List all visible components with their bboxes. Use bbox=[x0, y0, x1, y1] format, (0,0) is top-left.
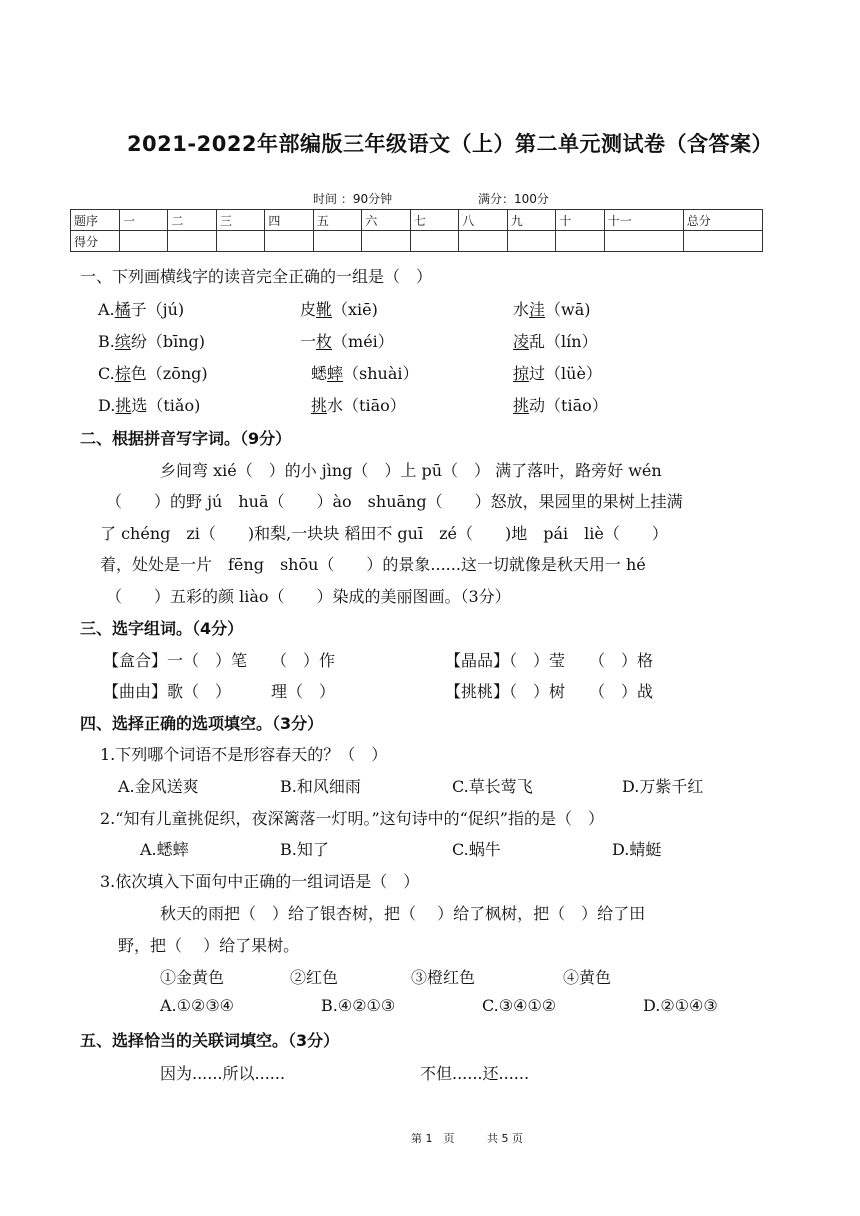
page-total: 共 5 页 bbox=[487, 1132, 523, 1145]
table-cell: 得分 bbox=[71, 231, 120, 252]
q4-sub-1-option[interactable]: C.草长莺飞 bbox=[452, 777, 533, 796]
q1-option-a-1: A.橘子（jú) bbox=[98, 300, 185, 319]
table-cell: 十 bbox=[556, 210, 604, 231]
table-cell: 一 bbox=[120, 210, 168, 231]
q4-sub-2-option[interactable]: A.蟋蟀 bbox=[140, 840, 189, 859]
q1-option-c-1: C.棕色（zōng) bbox=[98, 364, 208, 383]
q4-sub-1: 1.下列哪个词语不是形容春天的？（ ） bbox=[100, 745, 388, 764]
q4-sub-1-option[interactable]: A.金风送爽 bbox=[118, 777, 199, 796]
q1-option-a-2: 皮靴（xiē) bbox=[300, 300, 378, 319]
q3-row-1a: 【盒合】一（ ）笔 （ ）作 bbox=[103, 651, 336, 670]
table-row bbox=[71, 231, 763, 252]
q4-sub-3-option[interactable]: B.④②①③ bbox=[321, 996, 396, 1015]
q1-option-b-1: B.缤纷（bīng) bbox=[98, 332, 206, 351]
q4-sub-3-word: ②红色 bbox=[290, 968, 339, 987]
q4-sub-3-word: ④黄色 bbox=[563, 968, 612, 987]
table-cell: 题序 bbox=[71, 210, 120, 231]
full-score: 满分：100分 bbox=[478, 192, 549, 206]
score-cell[interactable] bbox=[168, 231, 216, 252]
exam-time: 时间 ：90分钟 bbox=[313, 192, 393, 206]
q4-sub-3-option[interactable]: D.②①④③ bbox=[643, 996, 718, 1015]
q2-heading: 二、根据拼音写字词。（9分） bbox=[80, 429, 292, 448]
q3-row-2a: 【曲由】歌（ ） 理（ ） bbox=[103, 682, 336, 701]
q4-sub-3-word: ③橙红色 bbox=[411, 968, 476, 987]
q4-sub-3-option[interactable]: A.①②③④ bbox=[160, 996, 235, 1015]
score-cell[interactable] bbox=[604, 231, 683, 252]
q1-option-d-1: D.挑选（tiǎo) bbox=[98, 396, 201, 415]
q4-sub-1-option[interactable]: D.万紫千红 bbox=[622, 777, 704, 796]
q1-option-b-2: 一枚（méi） bbox=[300, 332, 394, 351]
score-cell[interactable] bbox=[507, 231, 555, 252]
score-cell[interactable] bbox=[216, 231, 264, 252]
q2-line-1: 乡间弯 xié（ ）的小 jìng（ ）上 pū（ ） 满了落叶，路旁好 wén bbox=[160, 461, 662, 480]
q4-sub-2-option[interactable]: D.蜻蜓 bbox=[612, 840, 662, 859]
q5-conjunction-1: 因为......所以...... bbox=[160, 1064, 286, 1083]
score-cell[interactable] bbox=[362, 231, 410, 252]
table-cell: 十一 bbox=[604, 210, 683, 231]
q5-heading: 五、选择恰当的关联词填空。（3分） bbox=[80, 1031, 340, 1050]
table-row bbox=[71, 210, 763, 231]
table-cell: 总分 bbox=[683, 210, 762, 231]
q5-conjunction-2: 不但......还...... bbox=[420, 1064, 530, 1083]
score-cell[interactable] bbox=[410, 231, 458, 252]
table-cell: 三 bbox=[216, 210, 264, 231]
score-table bbox=[70, 209, 763, 252]
q4-sub-3-option[interactable]: C.③④①② bbox=[482, 996, 557, 1015]
page-title: 2021-2022年部编版三年级语文（上）第二单元测试卷（含答案） bbox=[126, 132, 774, 156]
score-cell[interactable] bbox=[683, 231, 762, 252]
q2-line-4: 着，处处是一片 fēng shōu（ ）的景象......这一切就像是秋天用一 hé bbox=[100, 555, 646, 574]
score-cell[interactable] bbox=[120, 231, 168, 252]
score-cell[interactable] bbox=[556, 231, 604, 252]
q2-line-5: （ ）五彩的颜 liào（ ）染成的美丽图画。（3分） bbox=[106, 587, 511, 606]
q4-sub-2-option[interactable]: B.知了 bbox=[280, 840, 329, 859]
table-cell: 九 bbox=[507, 210, 555, 231]
q1-heading: 一、下列画横线字的读音完全正确的一组是（ ） bbox=[80, 267, 433, 286]
q4-sub-2: 2.“知有儿童挑促织，夜深篱落一灯明。”这句诗中的“促织”指的是（ ） bbox=[100, 809, 604, 828]
q3-row-1b: 【晶品】（ ）莹 （ ）格 bbox=[445, 651, 654, 670]
q1-option-a-3: 水洼（wā) bbox=[513, 300, 591, 319]
q4-sub-1-option[interactable]: B.和风细雨 bbox=[280, 777, 361, 796]
score-cell[interactable] bbox=[265, 231, 313, 252]
q4-sub-3-word: ①金黄色 bbox=[160, 968, 225, 987]
q4-sub-3: 3.依次填入下面句中正确的一组词语是（ ） bbox=[100, 872, 420, 891]
table-cell: 二 bbox=[168, 210, 216, 231]
score-cell[interactable] bbox=[313, 231, 361, 252]
q4-sub-2-option[interactable]: C.蜗牛 bbox=[452, 840, 501, 859]
q1-option-d-2: 挑水（tiāo） bbox=[311, 396, 406, 415]
table-cell: 八 bbox=[459, 210, 507, 231]
q1-option-b-3: 凌乱（lín） bbox=[513, 332, 598, 351]
q4-sub-3-line-2: 野，把（ ）给了果树。 bbox=[118, 936, 300, 955]
q1-option-c-3: 掠过（lüè） bbox=[513, 364, 602, 383]
q4-heading: 四、选择正确的选项填空。（3分） bbox=[80, 714, 324, 733]
q1-option-c-2: 蟋蟀（shuài） bbox=[311, 364, 419, 383]
page-number: 第 1 页 bbox=[411, 1132, 455, 1145]
q3-heading: 三、选字组词。（4分） bbox=[80, 619, 244, 638]
q4-sub-3-line-1: 秋天的雨把（ ）给了银杏树，把（ ）给了枫树，把（ ）给了田 bbox=[160, 904, 646, 923]
table-cell: 四 bbox=[265, 210, 313, 231]
table-cell: 七 bbox=[410, 210, 458, 231]
q3-row-2b: 【挑桃】（ ）树 （ ）战 bbox=[445, 682, 654, 701]
score-cell[interactable] bbox=[459, 231, 507, 252]
q1-option-d-3: 挑动（tiāo） bbox=[513, 396, 608, 415]
q2-line-3: 了 chéng zi（ )和梨,一块块 稻田不 guī zé（ )地 pái liè（ ） bbox=[100, 524, 668, 543]
table-cell: 五 bbox=[313, 210, 361, 231]
q2-line-2: （ ）的野 jú huā（ ）ào shuāng（ ）怒放，果园里的果树上挂满 bbox=[106, 492, 683, 511]
table-cell: 六 bbox=[362, 210, 410, 231]
